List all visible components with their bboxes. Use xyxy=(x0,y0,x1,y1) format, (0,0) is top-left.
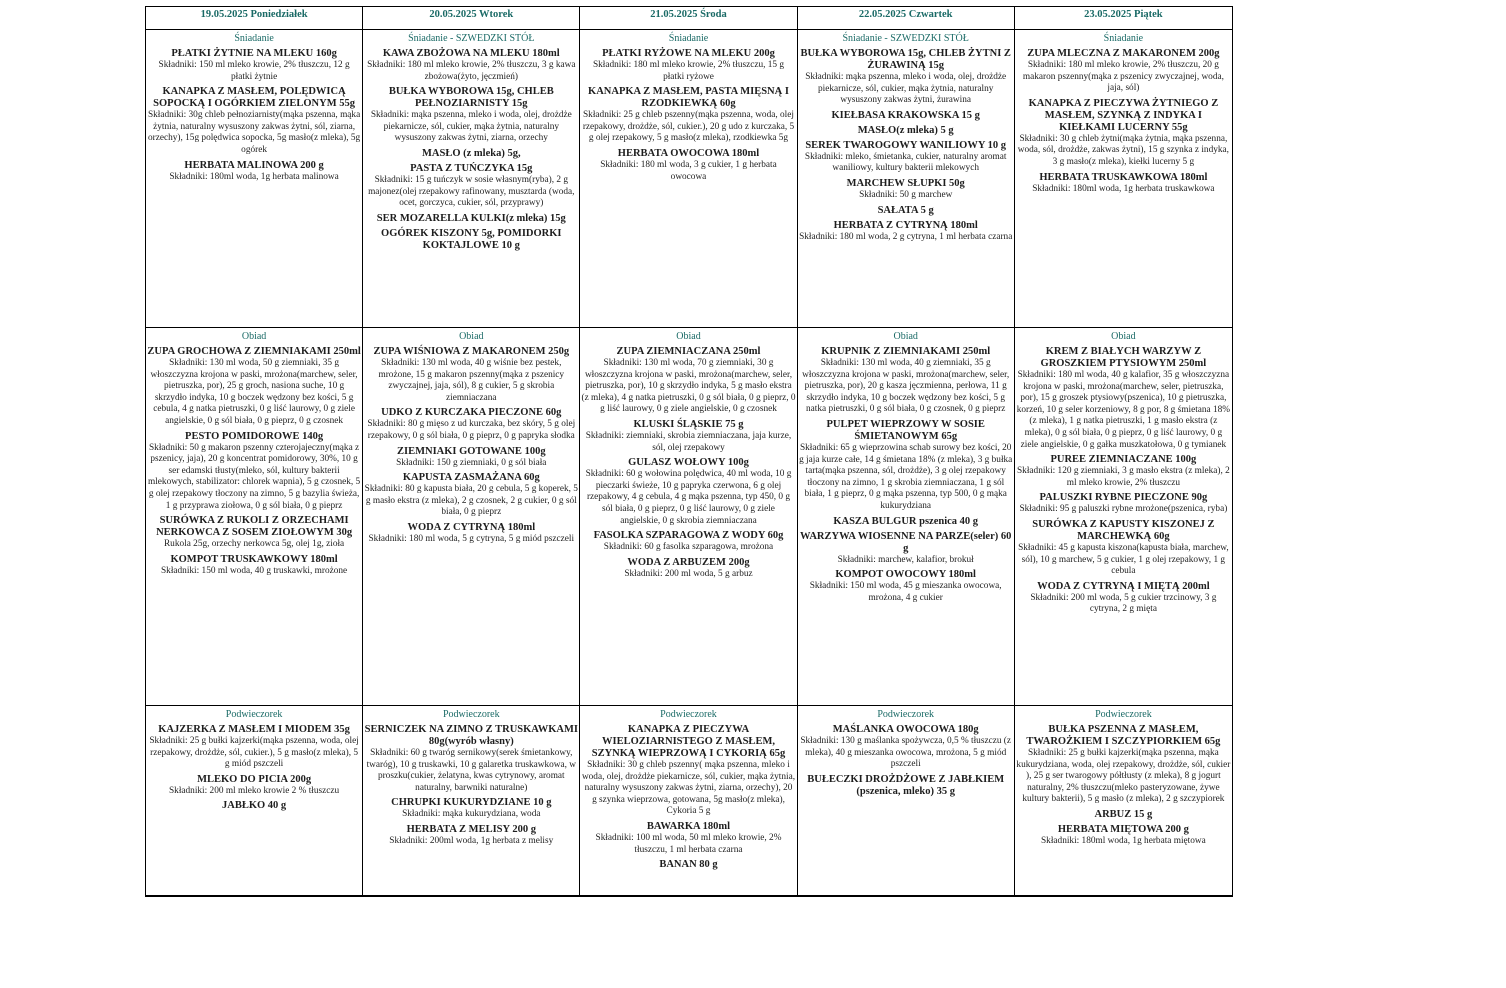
dish-name: KOMPOT TRUSKAWKOWY 180ml xyxy=(170,553,338,565)
ingredients-text: Składniki: 80 g mięso z ud kurczaka, bez skóry, 5 g olej rzepakowy, 0 g sól biała, 0 g pieprz, 0 g papryka słodka xyxy=(367,419,576,441)
ingredients-text: Składniki: 180 ml woda, 2 g cytryna, 1 ml herbata czarna xyxy=(799,231,1013,242)
snack-cell xyxy=(146,706,363,896)
ingredients-text: Składniki: 130 ml woda, 70 g ziemniaki, 30 g włoszczyzna krojona w paski, mrożona(marchew, seler, pietruszka, por), 10 g skrzydło indyka, 5 g masło ekstra (z mleka), 4 g natka pietruszki, 0 g sól biała, 0 g pieprz, 0 g liść laurowy, 0 g ziele angielskie, 0 g czosnek xyxy=(581,358,796,415)
dish-name: PASTA Z TUŃCZYKA 15g xyxy=(410,162,533,174)
snack-row xyxy=(145,706,1233,897)
lunch-cell xyxy=(146,328,363,706)
ingredients-text: Składniki: mleko, śmietanka, cukier, naturalny aromat waniliowy, kultury bakterii mlekowych xyxy=(804,151,1007,174)
snack-cell xyxy=(1015,706,1232,896)
dish-name: KANAPKA Z MASŁEM, POLĘDWICĄ SOPOCKĄ I OGÓRKIEM ZIELONYM 55g xyxy=(153,86,356,110)
dish-name: BANAN 80 g xyxy=(659,859,718,871)
dish-name: KAWA ZBOŻOWA NA MLEKU 180ml xyxy=(382,48,560,59)
dish-name: KREM Z BIAŁYCH WARZYW Z GROSZKIEM PTYSIOWYM 250ml xyxy=(1040,346,1207,369)
dish-name: PESTO POMIDOROWE 140g xyxy=(185,430,324,442)
dish-name: FASOLKA SZPARAGOWA Z WODY 60g xyxy=(593,530,784,542)
dish-name: HERBATA Z MELISY 200 g xyxy=(406,823,536,835)
lunch-cell xyxy=(1015,328,1232,706)
meal-label: Śniadanie - SZWEDZKI STÓŁ xyxy=(408,33,535,44)
dish-name: PUREE ZIEMNIACZANE 100g xyxy=(1050,454,1197,466)
ingredients-text: Składniki: 130 ml woda, 50 g ziemniaki, 35 g włoszczyzna krojona w paski, mrożona(marchew, seler, pietruszka, por), 25 g groch, nasiona suche, 10 g skrzydło indyka, 10 g boczek wędzony bez kości, 5 g cebula, 4 g natka pietruszki, 0 g liść laurowy, 0 g ziele angielskie, 0 g sól biała, 0 g pieprz, 0 g czosnek xyxy=(150,358,358,426)
meal-label: Śniadanie xyxy=(668,33,709,44)
meal-label: Obiad xyxy=(1111,331,1136,342)
dish-name: KASZA BULGUR pszenica 40 g xyxy=(833,515,979,527)
dish-name: SERNICZEK NA ZIMNO Z TRUSKAWKAMI 80g(wyrób własny) xyxy=(364,724,578,747)
meal-label: Podwieczorek xyxy=(877,709,935,720)
dish-name: HERBATA TRUSKAWKOWA 180ml xyxy=(1039,171,1208,183)
day-header: 22.05.2025 Czwartek xyxy=(798,7,1015,30)
day-header: 19.05.2025 Poniedziałek xyxy=(146,7,363,30)
day-header: 20.05.2025 Wtorek xyxy=(363,7,580,30)
lunch-row xyxy=(145,328,1233,706)
dish-name: BUŁKA PSZENNA Z MASŁEM, TWAROŻKIEM I SZCZYPIORKIEM 65g xyxy=(1026,724,1221,747)
dish-name: ZUPA GROCHOWA Z ZIEMNIAKAMI 250ml xyxy=(147,346,361,357)
meal-label: Podwieczorek xyxy=(225,709,283,720)
ingredients-text: Składniki: 15 g tuńczyk w sosie własnym(ryba), 2 g majonez(olej rzepakowy rafinowany, musztarda (woda, ocet, gorczyca, cukier, sól, przyprawy) xyxy=(368,174,575,209)
ingredients-text: Składniki: 180 ml woda, 40 g kalafior, 35 g włoszczyzna krojona w paski, mrożona(marchew, seler, pietruszka, por), 15 g groszek ptysiowy(pszenica), 10 g pietruszka, korzeń, 10 g seler korzeniowy, 8 g por, 8 g śmietana 18% (z mleka), 1 g natka pietruszki, 1 g masło ekstra (z mleka), 0 g sól biała, 0 g pieprz, 0 g liść laurowy, 0 g ziele angielskie, 0 g gałka muszkatołowa, 0 g tymianek xyxy=(1016,370,1231,450)
dish-name: KRUPNIK Z ZIEMNIAKAMI 250ml xyxy=(821,346,991,357)
breakfast-cell xyxy=(363,30,580,328)
ingredients-text: Składniki: 180 ml woda, 5 g cytryna, 5 g miód pszczeli xyxy=(368,533,575,544)
ingredients-text: Składniki: mąka pszenna, mleko i woda, olej, drożdże piekarnicze, sól, cukier, mąka żytnia, naturalny wysuszony zakwas żytni, ziarna, orzechy xyxy=(370,110,572,144)
ingredients-text: Składniki: 25 g chleb pszenny(mąka pszenna, woda, olej rzepakowy, drożdże, sól, cukier.), 20 g udo z kurczaka, 5 g olej rzepakowy, 5 g masło(z mleka), rzodkiewka 5g xyxy=(582,110,795,144)
breakfast-cell xyxy=(146,30,363,328)
dish-name: KANAPKA Z PIECZYWA WIELOZIARNISTEGO Z MASŁEM, SZYNKĄ WIEPRZOWĄ I CYKORIĄ 65g xyxy=(591,724,786,759)
dish-name: SURÓWKA Z RUKOLI Z ORZECHAMI NERKOWCA Z SOSEM ZIOŁOWYM 30g xyxy=(156,515,353,539)
dish-name: JABŁKO 40 g xyxy=(222,800,287,812)
ingredients-text: Składniki: 80 g kapusta biała, 20 g cebula, 5 g koperek, 5 g masło ekstra (z mleka), 2 g czosnek, 2 g cukier, 0 g sól biała, 0 g pieprz xyxy=(364,484,578,518)
breakfast-row xyxy=(145,30,1233,328)
dish-name: OGÓREK KISZONY 5g, POMIDORKI KOKTAJLOWE 10 g xyxy=(381,227,562,251)
ingredients-text: Składniki: 130 ml woda, 40 g ziemniaki, 35 g włoszczyzna krojona w paski, mrożona(marchew, seler, pietruszka, por), 20 g kasza jęczmienna, perłowa, 11 g skrzydło indyka, 10 g boczek wędzony bez kości, 5 g natka pietruszki, 0 g sól biała, 0 g czosnek, 0 g pieprz xyxy=(802,358,1010,415)
lunch-cell xyxy=(798,328,1015,706)
ingredients-text: Składniki: 180 ml mleko krowie, 2% tłuszczu, 3 g kawa zbożowa(żyto, jęczmień) xyxy=(367,60,576,82)
dish-name: CHRUPKI KUKURYDZIANE 10 g xyxy=(391,797,552,809)
breakfast-cell xyxy=(798,30,1015,328)
dish-name: KAPUSTA ZASMAŻANA 60g xyxy=(402,472,540,484)
ingredients-text: Składniki: 150 ml woda, 45 g mieszanka owocowa, mrożona, 4 g cukier xyxy=(809,581,1002,603)
dish-name: UDKO Z KURCZAKA PIECZONE 60g xyxy=(381,407,562,419)
dish-name: HERBATA Z CYTRYNĄ 180ml xyxy=(833,219,978,231)
dish-name: HERBATA MIĘTOWA 200 g xyxy=(1057,823,1189,835)
weekly-menu-table xyxy=(145,6,1233,897)
day-header-row xyxy=(145,6,1233,30)
ingredients-text: Składniki: 150 ml woda, 40 g truskawki, mrożone xyxy=(161,565,348,576)
lunch-cell xyxy=(363,328,580,706)
day-header: 23.05.2025 Piątek xyxy=(1015,7,1232,30)
ingredients-text: Składniki: 180 ml mleko krowie, 2% tłuszczu, 15 g płatki ryżowe xyxy=(592,60,785,82)
ingredients-text: Składniki: 60 g twaróg sernikowy(serek śmietankowy, twaróg), 10 g truskawki, 10 g galaretka truskawkowa, w proszku(cukier, żelatyna, kwas cytrynowy, aromat naturalny, barwniki naturalne) xyxy=(366,748,576,793)
meal-label: Obiad xyxy=(676,331,701,342)
dish-name: KOMPOT OWOCOWY 180ml xyxy=(835,569,976,581)
ingredients-text: Składniki: 130 ml woda, 40 g wiśnie bez pestek, mrożone, 15 g makaron pszenny(mąka z pszenicy zwyczajnej, jaja, sól), 8 g cukier, 5 g skrobia ziemniaczana xyxy=(378,358,565,403)
dish-name: PŁATKI ŻYTNIE NA MLEKU 160g xyxy=(171,48,337,59)
ingredients-text: Składniki: 200ml woda, 1g herbata z melisy xyxy=(389,835,554,846)
ingredients-text: Składniki: 180ml woda, 1g herbata miętowa xyxy=(1041,835,1206,846)
dish-name: MASŁO (z mleka) 5g, xyxy=(422,147,521,159)
dish-name: HERBATA OWOCOWA 180ml xyxy=(617,147,760,159)
ingredients-text: Składniki: 65 g wieprzowina schab surowy bez kości, 20 g jaja kurze całe, 14 g śmietana 18% (z mleka), 3 g bułka tarta(mąka pszenna, sól, drożdże), 3 g olej rzepakowy tłoczony na zimno, 1 g skrobia ziemniaczana, 1 g sól biała, 1 g pieprz, 0 g mąka pszenna, typ 500, 0 g mąka kukurydziana xyxy=(799,442,1013,511)
ingredients-text: Składniki: marchew, kalafior, brokuł xyxy=(837,554,974,565)
dish-name: ZUPA WIŚNIOWA Z MAKARONEM 250g xyxy=(373,346,570,357)
snack-cell xyxy=(798,706,1015,896)
dish-name: KAJZERKA Z MASŁEM I MIODEM 35g xyxy=(158,724,350,735)
meal-label: Podwieczorek xyxy=(442,709,500,720)
ingredients-text: Składniki: 25 g bułki kajzerki(mąka pszenna, mąka kukurydziana, woda, olej rzepakowy, drożdże, sól, cukier ), 25 g ser twarogowy półtłusty (z mleka), 8 g jogurt naturalny, 2% tłuszczu(mleko pasteryzowane, żywe kultury bakterii), 5 g masło (z mleka), 2 g szczypiorek xyxy=(1016,748,1231,805)
ingredients-text: Składniki: 50 g marchew xyxy=(859,189,953,200)
dish-name: BAWARKA 180ml xyxy=(646,820,731,832)
dish-name: PALUSZKI RYBNE PIECZONE 90g xyxy=(1039,492,1208,504)
breakfast-cell xyxy=(580,30,797,328)
dish-name: WARZYWA WIOSENNE NA PARZE(seler) 60 g xyxy=(800,530,1012,554)
dish-name: ARBUZ 15 g xyxy=(1094,808,1153,820)
meal-label: Śniadanie - SZWEDZKI STÓŁ xyxy=(842,33,969,44)
ingredients-text: Składniki: 45 g kapusta kiszona(kapusta biała, marchew, sól), 10 g marchew, 5 g cukier, 1 g olej rzepakowy, 1 g cebula xyxy=(1018,542,1229,577)
snack-cell xyxy=(363,706,580,896)
ingredients-text: Składniki: 30 g chleb żytni(mąka żytnia, mąka pszenna, woda, sól, drożdże, zakwas żytni), 15 g szynka z indyka, 3 g masło(z mleka), kiełki lucerny 5 g xyxy=(1017,133,1229,167)
ingredients-text: Składniki: mąka pszenna, mleko i woda, olej, drożdże piekarnicze, sól, cukier, mąka żytnia, naturalny wysuszony zakwas żytni, żurawina xyxy=(805,72,1007,106)
dish-name: KANAPKA Z MASŁEM, PASTA MIĘSNĄ I RZODKIEWKĄ 60g xyxy=(588,86,789,110)
dish-name: SURÓWKA Z KAPUSTY KISZONEJ Z MARCHEWKĄ 60g xyxy=(1032,518,1215,542)
dish-name: PŁATKI RYŻOWE NA MLEKU 200g xyxy=(602,48,775,59)
ingredients-text: Składniki: 180 ml woda, 3 g cukier, 1 g herbata owocowa xyxy=(600,159,777,182)
ingredients-text: Składniki: 150 g ziemniaki, 0 g sól biała xyxy=(396,457,547,468)
dish-name: GULASZ WOŁOWY 100g xyxy=(628,457,749,469)
ingredients-text: Składniki: 30 g chleb pszenny( mąka pszenna, mleko i woda, olej, drożdże piekarnicze, sól, cukier, mąka żytnia, naturalny wysuszony zakwas żytni, ziarna, orzechy), 20 g szynka wieprzowa, gotowana, 5g masło(z mleka), Cykoria 5 g xyxy=(581,760,796,817)
snack-cell xyxy=(580,706,797,896)
ingredients-text: Składniki: 95 g paluszki rybne mrożone(pszenica, ryba) xyxy=(1019,504,1228,515)
dish-name: HERBATA MALINOWA 200 g xyxy=(184,159,324,171)
ingredients-text: Składniki: 30g chleb pełnoziarnisty(mąka pszenna, mąka żytnia, naturalny wysuszony zakwas żytni, sól, ziarna, orzechy), 15g polędwica sopocka, 5g masło(z mleka), 5g ogórek xyxy=(147,110,361,155)
lunch-cell xyxy=(580,328,797,706)
dish-name: BUŁKA WYBOROWA 15g, CHLEB PEŁNOZIARNISTY 15g xyxy=(388,86,554,110)
ingredients-text: Składniki: mąka kukurydziana, woda xyxy=(402,809,541,820)
meal-label: Podwieczorek xyxy=(1095,709,1152,720)
dish-name: SEREK TWAROGOWY WANILIOWY 10 g xyxy=(805,139,1007,151)
ingredients-text: Składniki: 120 g ziemniaki, 3 g masło ekstra (z mleka), 2 ml mleko krowie, 2% tłuszczu xyxy=(1017,466,1230,488)
dish-name: BUŁKA WYBOROWA 15g, CHLEB ŻYTNI Z ŻURAWINĄ 15g xyxy=(800,48,1011,71)
dish-name: PULPET WIEPRZOWY W SOSIE ŚMIETANOWYM 65g xyxy=(826,418,985,442)
ingredients-text: Składniki: 60 g fasolka szparagowa, mrożona xyxy=(603,542,774,553)
ingredients-text: Składniki: 130 g maślanka spożywcza, 0,5 % tłuszczu (z mleka), 40 g mieszanka owocowa, mrożona, 5 g miód pszczeli xyxy=(800,736,1012,770)
day-header: 21.05.2025 Środa xyxy=(580,7,797,30)
ingredients-text: Składniki: 200 ml mleko krowie 2 % tłuszczu xyxy=(169,785,340,796)
ingredients-text: Składniki: 25 g bułki kajzerki(mąka pszenna, woda, olej rzepakowy, drożdże, sól, cukier.), 5 g masło(z mleka), 5 g miód pszczeli xyxy=(149,736,359,770)
dish-name: SER MOZARELLA KULKI(z mleka) 15g xyxy=(376,212,566,224)
dish-name: ZUPA ZIEMNIACZANA 250ml xyxy=(616,346,761,357)
dish-name: ZIEMNIAKI GOTOWANE 100g xyxy=(396,445,546,457)
meal-label: Śniadanie xyxy=(234,33,274,44)
meal-label: Podwieczorek xyxy=(660,709,717,720)
ingredients-text: Składniki: 200 ml woda, 5 g cukier trzcinowy, 3 g cytryna, 2 g mięta xyxy=(1030,592,1217,615)
dish-name: WODA Z CYTRYNĄ I MIĘTĄ 200ml xyxy=(1037,580,1210,592)
meal-label: Obiad xyxy=(241,331,267,342)
dish-name: MAŚLANKA OWOCOWA 180g xyxy=(832,724,979,735)
dish-name: SAŁATA 5 g xyxy=(877,204,934,216)
ingredients-text: Składniki: 50 g makaron pszenny czterojajeczny(mąka z pszenicy, jaja), 20 g koncentrat pomidorowy, 30%, 10 g ser edamski tłusty(mleko, sól, kultury bakterii mlekowych, stabilizator: chlorek wapnia), 5 g czosnek, 5 g olej rzepakowy tłoczony na zimno, 5 g bazylia świeża, 1 g przyprawa ziołowa, 0 g sól biała, 0 g pieprz xyxy=(147,442,361,511)
dish-name: KANAPKA Z PIECZYWA ŻYTNIEGO Z MASŁEM, SZYNKĄ Z INDYKA I KIEŁKAMI LUCERNY 55g xyxy=(1028,97,1219,133)
ingredients-text: Składniki: 150 ml mleko krowie, 2% tłuszczu, 12 g płatki żytnie xyxy=(158,60,350,82)
ingredients-text: Składniki: 60 g wołowina polędwica, 40 ml woda, 10 g pieczarki świeże, 10 g papryka czerwona, 6 g olej rzepakowy, 4 g cebula, 4 g mąka pszenna, typ 450, 0 g sól biała, 0 g pieprz, 0 g liść laurowy, 0 g ziele angielskie, 0 g skrobia ziemniaczana xyxy=(585,469,792,526)
dish-name: WODA Z CYTRYNĄ 180ml xyxy=(407,521,536,533)
dish-name: WODA Z ARBUZEM 200g xyxy=(627,556,750,568)
dish-name: KIEŁBASA KRAKOWSKA 15 g xyxy=(831,109,980,121)
dish-name: KLUSKI ŚLĄSKIE 75 g xyxy=(633,418,744,430)
dish-name: MLEKO DO PICIA 200g xyxy=(197,773,312,785)
dish-name: MARCHEW SŁUPKI 50g xyxy=(846,177,965,189)
dish-name: ZUPA MLECZNA Z MAKARONEM 200g xyxy=(1027,48,1220,59)
ingredients-text: Składniki: 180ml woda, 1g herbata truskawkowa xyxy=(1032,183,1215,194)
ingredients-text: Składniki: ziemniaki, skrobia ziemniaczana, jaja kurze, sól, olej rzepakowy xyxy=(585,430,792,453)
ingredients-text: Składniki: 180 ml mleko krowie, 2% tłuszczu, 20 g makaron pszenny(mąka z pszenicy zwyczajnej, woda, jaja, sól) xyxy=(1022,60,1224,94)
ingredients-text: Rukola 25g, orzechy nerkowca 5g, olej 1g, zioła xyxy=(163,539,345,550)
meal-label: Obiad xyxy=(459,331,484,342)
dish-name: MASŁO(z mleka) 5 g xyxy=(857,124,954,136)
meal-label: Śniadanie xyxy=(1103,33,1144,44)
ingredients-text: Składniki: 100 ml woda, 50 ml mleko krowie, 2% tłuszczu, 1 ml herbata czarna xyxy=(595,832,782,855)
meal-label: Obiad xyxy=(893,331,918,342)
ingredients-text: Składniki: 180ml woda, 1g herbata malinowa xyxy=(169,171,339,182)
ingredients-text: Składniki: 200 ml woda, 5 g arbuz xyxy=(624,568,753,579)
dish-name: BUŁECZKI DROŻDŻOWE Z JABŁKIEM (pszenica, mleko) 35 g xyxy=(807,773,1005,797)
breakfast-cell xyxy=(1015,30,1232,328)
